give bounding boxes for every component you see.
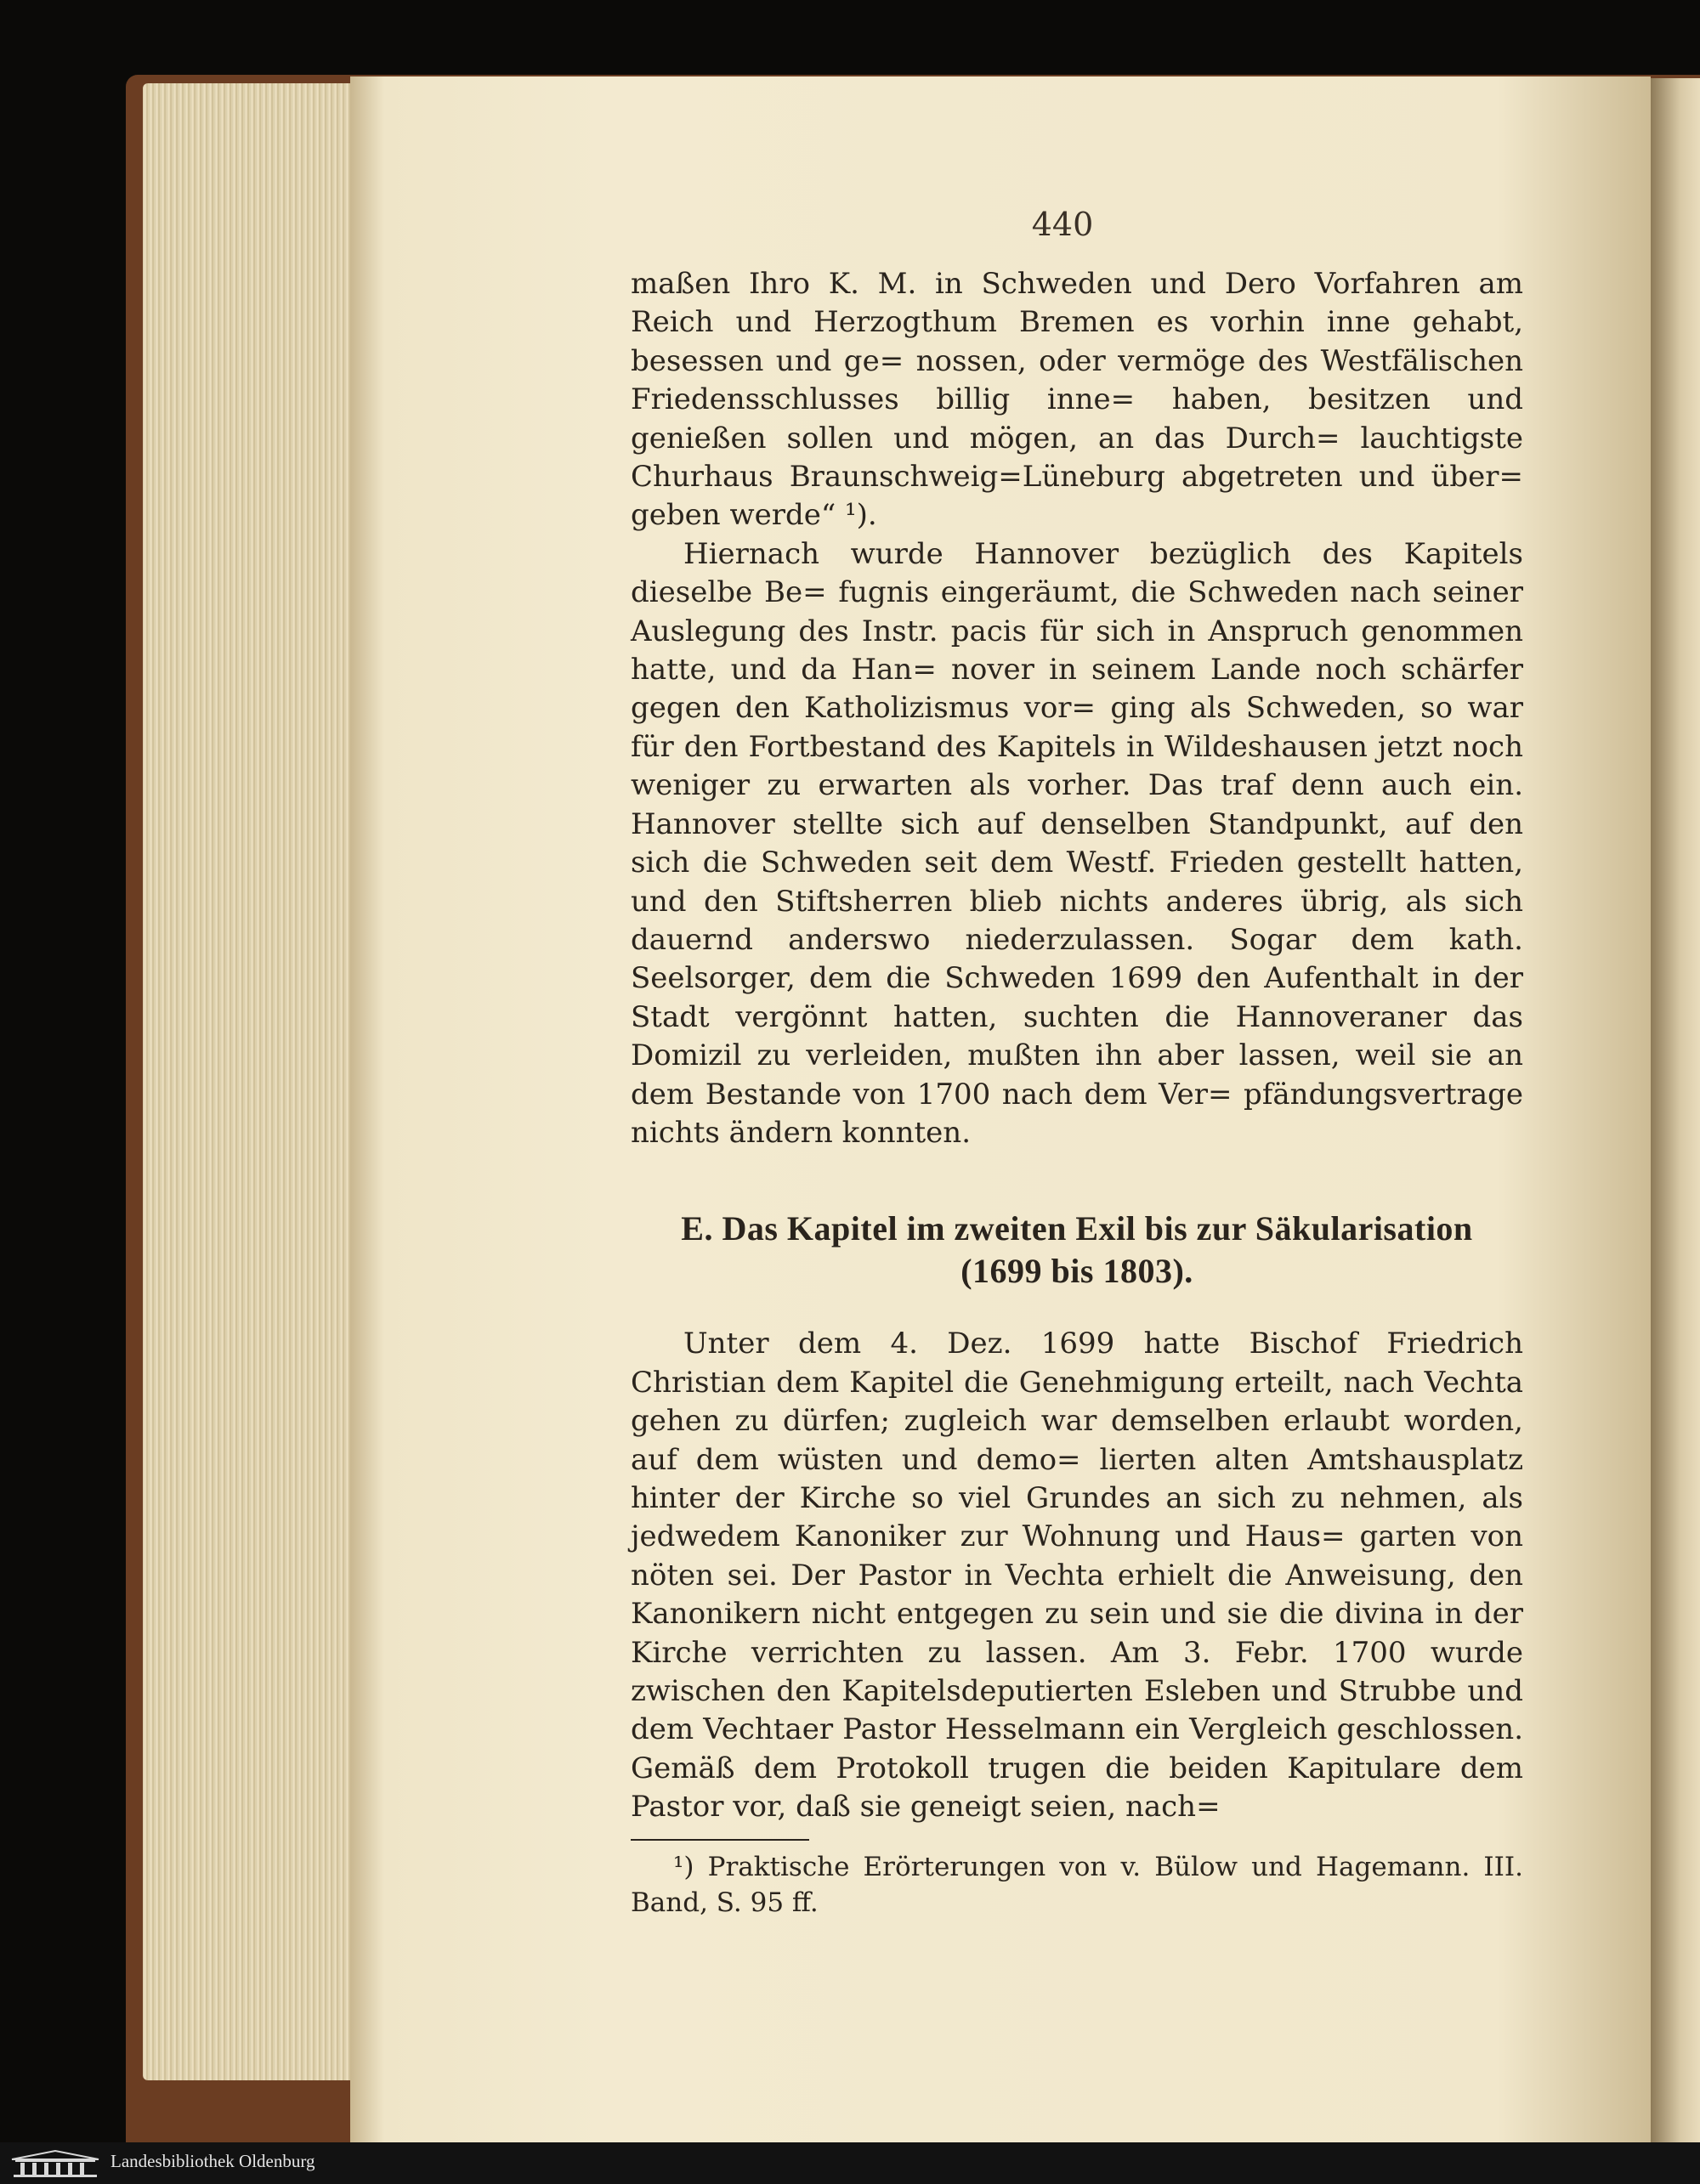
page-edges [143,83,372,2080]
paragraph-continued: maßen Ihro K. M. in Schweden und Dero Vorfahren am Reich und Herzogthum Bremen es vorhin inne gehabt, besessen und ge= nossen, oder vermöge des Westfälischen Friedensschlusses billig inne= haben, besitzen und genießen sollen und mögen, an das Durch= lauchtigste Churhaus Braunschweig=Lüneburg abgetreten und über= geben werde“ ¹). [631,267,1523,533]
footer-bar [0,2142,1700,2184]
facing-page-gutter [1651,78,1700,2152]
paragraph-hiernach: Hiernach wurde Hannover bezüglich des Kapitels dieselbe Be= fugnis eingeräumt, die Schweden nach seiner Auslegung des Instr. pacis für sich in Anspruch genommen hatte, und da Han= nover in seinem Lande noch schärfer gegen den Katholizismus vor= ging als Schweden, so war für den Fortbestand des Kapitels in Wildeshausen jetzt noch weniger zu erwarten als vorher. Das traf denn auch ein. Hannover stellte sich auf denselben Standpunkt, auf den sich die Schweden seit dem Westf. Frieden gestellt hatten, und den Stiftsherren blieb nichts anderes übrig, als sich dauernd anderswo niederzulassen. Sogar dem kath. Seelsorger, dem die Schweden 1699 den Aufenthalt in der Stadt vergönnt hatten, suchten die Hannoveraner das Domizil zu verleiden, mußten ihn aber lassen, weil sie an dem Bestande von 1700 nach dem Ver= pfändungsvertrage nichts ändern konnten. [631,536,1523,1150]
section-heading [631,1208,1523,1293]
page-text [631,265,1523,1921]
footnote-divider [631,1839,809,1841]
library-name: Landesbibliothek Oldenburg [110,2151,315,2171]
section-heading-line-2: (1699 bis 1803). [960,1252,1193,1291]
footnote-mark: ¹) [673,1851,694,1882]
footnote-text: Praktische Erörterungen von v. Bülow und Hagemann. III. Band, S. 95 ff. [631,1851,1523,1918]
footnote [631,1849,1523,1921]
paragraph-unter-dem: Unter dem 4. Dez. 1699 hatte Bischof Friedrich Christian dem Kapitel die Genehmigung erteilt, nach Vechta gehen zu dürfen; zugleich war demselben erlaubt worden, auf dem wüsten und demo= lierten alten Amtshausplatz hinter der Kirche so viel Grundes an sich zu nehmen, als jedwedem Kanoniker zur Wohnung und Haus= garten von nöten sei. Der Pastor in Vechta erhielt die Anweisung, den Kanonikern nicht entgegen zu sein und sie die divina in der Kirche verrichten zu lassen. Am 3. Febr. 1700 wurde zwischen den Kapitelsdeputierten Esleben und Strubbe und dem Vechtaer Pastor Hesselmann ein Vergleich geschlossen. Gemäß dem Protokoll trugen die beiden Kapitulare dem Pastor vor, daß sie geneigt seien, nach= [631,1327,1523,1825]
section-heading-line-1: E. Das Kapitel im zweiten Exil bis zur Säkularisation [681,1209,1473,1248]
page-number: 440 [1031,206,1094,243]
library-building-icon [8,2149,102,2178]
